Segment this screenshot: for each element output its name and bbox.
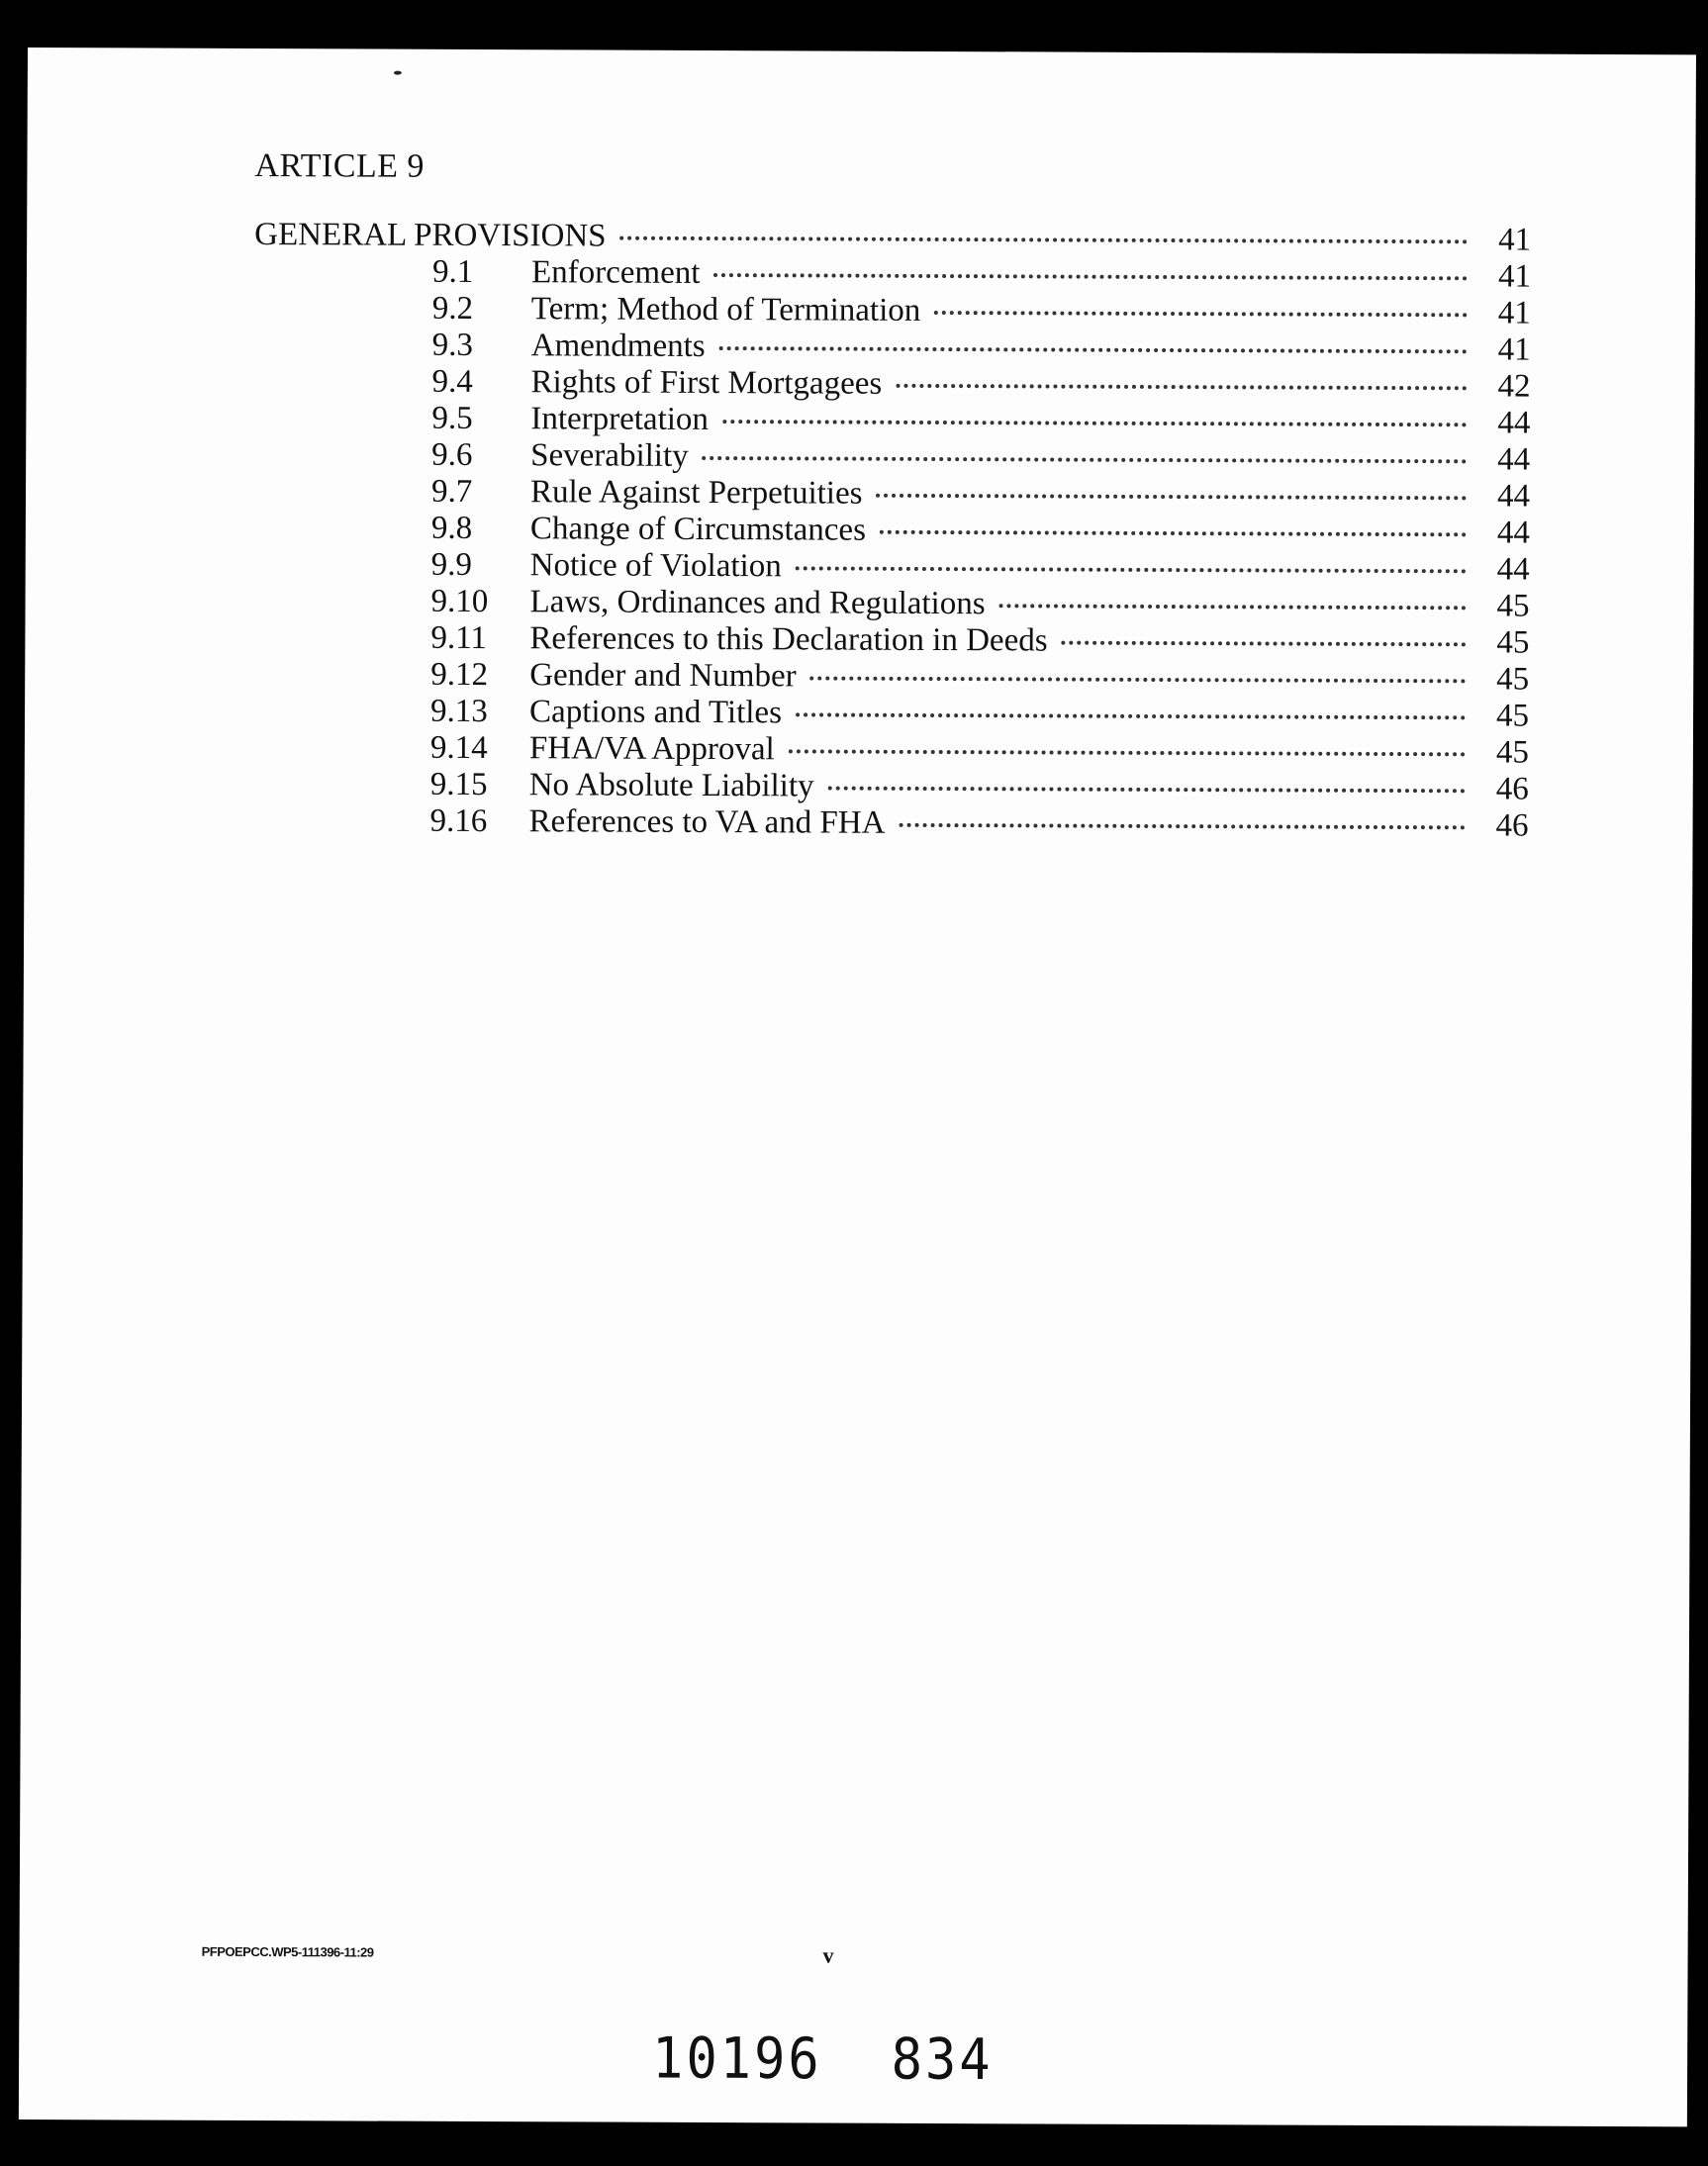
toc-entry-page: 44 [1496,515,1530,551]
toc-entry-page: 44 [1496,478,1531,515]
dot-leader [719,346,1468,353]
toc-main-entry [254,217,1531,259]
toc-entry-title: Captions and Titles [528,694,783,731]
toc-entry-page: 45 [1496,588,1530,624]
toc-entry-page: 44 [1497,441,1531,478]
toc-entry-page: 44 [1497,405,1531,441]
toc-entry [252,729,1529,772]
toc-entry-number: 9.9 [430,546,473,583]
stamp-page-number: 834 [891,2026,994,2094]
toc-entry-number: 9.16 [429,802,488,840]
toc-entry [253,400,1530,442]
document-code: PFPOEPCC.WP5-111396-11:29 [201,1943,374,1960]
toc-entry [253,436,1530,479]
dot-leader [796,712,1466,719]
toc-entry [252,802,1529,845]
toc-main-page: 41 [1498,222,1532,258]
dot-leader [880,530,1467,537]
document-page [19,47,1696,2126]
toc-entry [252,693,1529,735]
table-of-contents [252,217,1532,845]
toc-entry [253,363,1530,406]
toc-entry-number: 9.15 [429,766,488,803]
book-page-stamp [652,2026,994,2094]
toc-entry-title: Interpretation [530,401,710,438]
toc-items [252,253,1532,845]
dot-leader [1062,641,1467,647]
toc-entry-number: 9.4 [431,363,473,400]
dot-leader [703,456,1468,463]
toc-entry [253,473,1530,516]
toc-entry-number: 9.3 [431,327,474,363]
toc-entry-title: FHA/VA Approval [528,730,775,768]
toc-entry-title: Change of Circumstances [529,511,867,548]
toc-entry [254,290,1531,332]
toc-entry-number: 9.1 [431,253,474,290]
dot-leader [899,823,1465,829]
toc-entry [252,656,1529,699]
toc-entry [253,546,1530,589]
toc-entry [252,619,1529,662]
toc-entry-title: Gender and Number [529,657,797,695]
stamp-book-number: 10196 [651,2025,822,2093]
dot-leader [796,566,1467,573]
article-heading: ARTICLE 9 [254,147,426,185]
toc-entry-number: 9.11 [430,619,488,657]
toc-entry-number: 9.12 [430,656,489,694]
toc-entry-page: 45 [1495,698,1530,734]
toc-entry-page: 41 [1497,331,1531,368]
toc-entry-number: 9.13 [429,693,488,730]
dot-leader [620,236,1469,244]
toc-entry-title: Enforcement [530,254,701,291]
toc-entry-title: Term; Method of Termination [530,291,921,329]
toc-entry-title: Rule Against Perpetuities [529,474,863,512]
toc-entry-number: 9.7 [430,473,473,510]
toc-entry [254,253,1531,296]
toc-entry-page: 44 [1496,551,1530,588]
dot-leader [828,787,1466,794]
toc-entry-title: No Absolute Liability [528,767,814,804]
toc-entry-number: 9.10 [430,583,489,620]
toc-entry-title: References to this Declaration in Deeds [529,620,1048,659]
dot-leader [999,604,1467,610]
toc-entry-page: 45 [1495,734,1529,771]
toc-entry-page: 45 [1496,624,1530,661]
toc-entry-number: 9.6 [431,436,473,473]
toc-entry-number: 9.2 [431,290,474,327]
toc-entry [252,766,1529,808]
toc-entry-title: Severability [530,437,689,474]
toc-entry [254,327,1531,369]
toc-entry-page: 41 [1497,295,1531,331]
dot-leader [713,273,1468,280]
dot-leader [896,384,1467,391]
toc-entry-title: References to VA and FHA [528,803,886,841]
toc-entry-number: 9.5 [431,400,473,436]
dot-leader [934,311,1468,317]
toc-entry-number: 9.14 [429,729,488,767]
toc-entry-title: Amendments [530,328,706,364]
toc-entry-title: Notice of Violation [529,547,782,585]
toc-entry-title: Laws, Ordinances and Regulations [529,584,986,622]
toc-entry-number: 9.8 [430,510,473,546]
scan-speck [394,71,402,75]
page-number: v [822,1942,834,1968]
toc-entry-page: 45 [1496,661,1530,698]
toc-entry [253,510,1530,552]
toc-main-title: GENERAL PROVISIONS [254,217,607,254]
dot-leader [810,676,1467,683]
toc-entry-page: 46 [1495,807,1529,844]
dot-leader [789,749,1466,756]
toc-entry [252,583,1529,625]
toc-entry-page: 41 [1497,258,1532,295]
toc-entry-title: Rights of First Mortgagees [530,364,883,402]
dot-leader [876,494,1467,501]
toc-entry-page: 42 [1497,368,1531,405]
dot-leader [722,420,1467,426]
toc-entry-page: 46 [1495,771,1529,807]
